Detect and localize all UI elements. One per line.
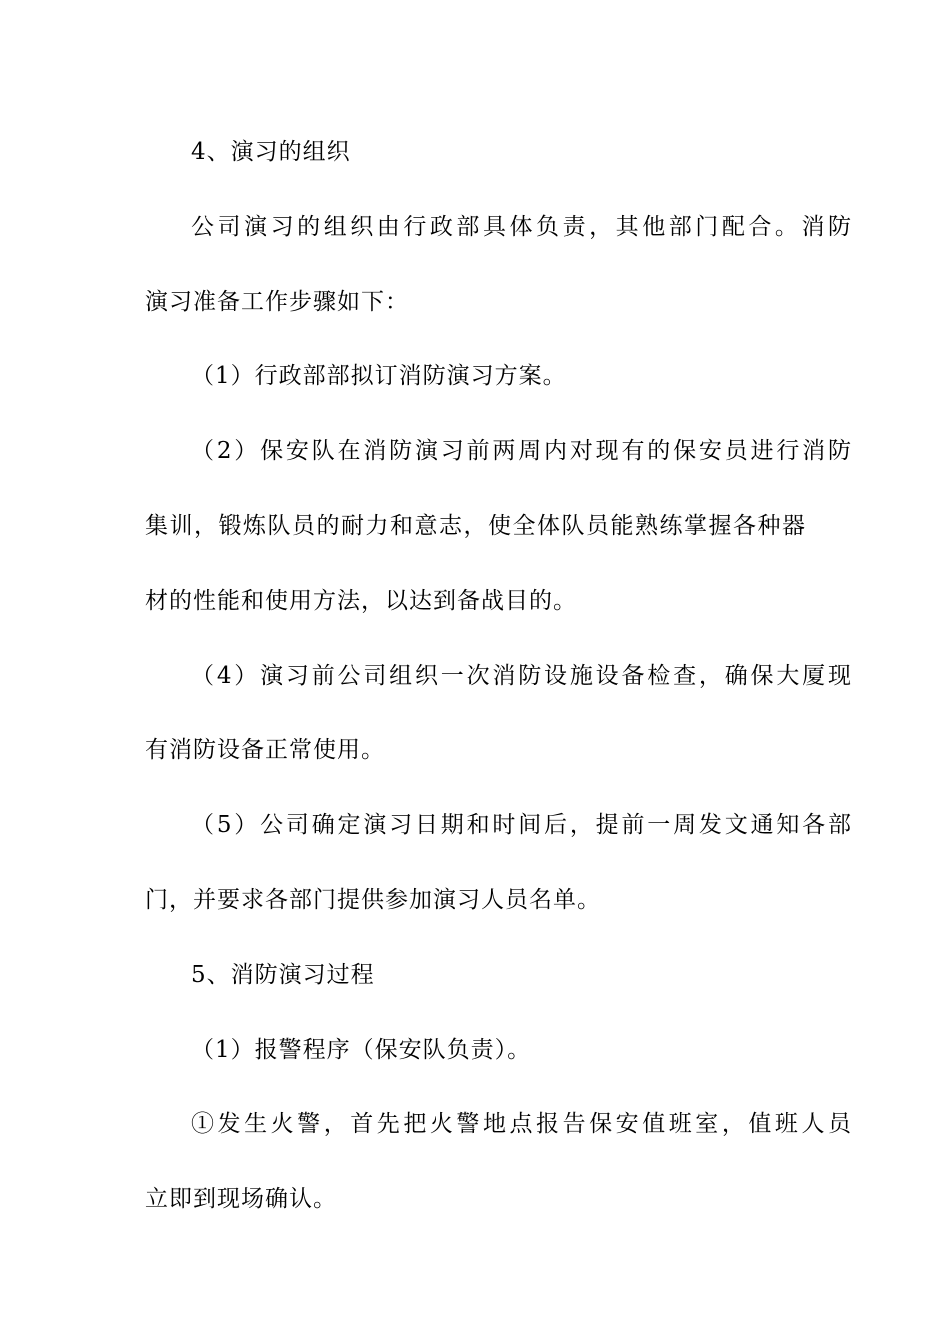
paragraph-line: 门，并要求各部门提供参加演习人员名单。: [145, 886, 601, 913]
paragraph-line: 演习准备工作步骤如下：: [145, 288, 409, 315]
paragraph-line: 立即到现场确认。: [145, 1186, 337, 1213]
list-item-5: （5）公司确定演习日期和时间后，提前一周发文通知各部: [191, 812, 851, 839]
paragraph-line: 有消防设备正常使用。: [145, 737, 385, 764]
list-item-alarm-procedure: （1）报警程序（保安队负责）。: [191, 1036, 532, 1063]
section-heading-drill-process: 5、消防演习过程: [191, 961, 375, 988]
list-item-4: （4）演习前公司组织一次消防设施设备检查，确保大厦现: [191, 662, 851, 689]
list-item-2: （2）保安队在消防演习前两周内对现有的保安员进行消防: [191, 438, 851, 465]
document-body: [145, 127, 851, 1249]
paragraph-line: 集训，锻炼队员的耐力和意志，使全体队员能熟练掌握各种器: [145, 512, 805, 539]
paragraph-line: 材的性能和使用方法，以达到备战目的。: [145, 587, 577, 614]
list-item-1: （1）行政部部拟订消防演习方案。: [191, 363, 567, 390]
section-heading-drill-organization: 4、演习的组织: [191, 139, 351, 165]
step-item-1: ①发生火警，首先把火警地点报告保安值班室，值班人员: [191, 1111, 851, 1138]
paragraph-line: 公司演习的组织由行政部具体负责，其他部门配合。消防: [191, 213, 851, 240]
